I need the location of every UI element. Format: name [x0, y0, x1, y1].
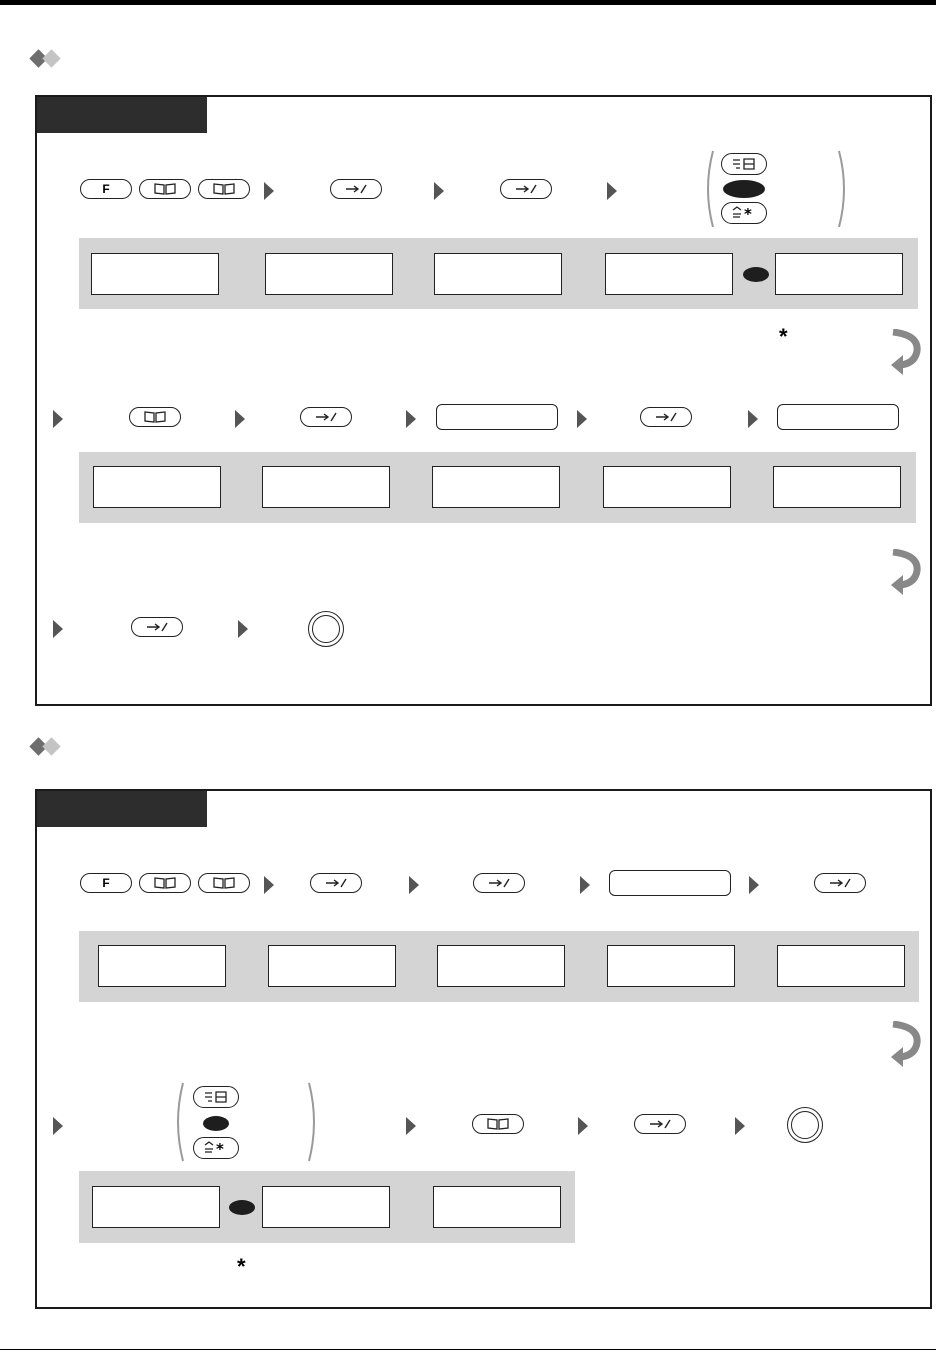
entry-field[interactable]	[436, 404, 558, 430]
step-arrow-icon	[748, 875, 760, 895]
enter-key[interactable]	[640, 407, 692, 427]
diamond-pair-icon	[28, 737, 66, 757]
top-rule	[0, 0, 936, 5]
display-screen	[262, 466, 390, 508]
bottom-rule	[0, 1349, 936, 1350]
display-screen	[262, 1186, 390, 1228]
enter-key[interactable]	[330, 179, 382, 199]
procedure-panel-1	[35, 95, 932, 706]
step-arrow-icon	[52, 1116, 64, 1136]
open-book-icon	[213, 877, 235, 889]
display-screen	[437, 945, 565, 987]
enter-slash-icon	[488, 878, 510, 888]
down-arrow-star-icon	[203, 1141, 229, 1155]
function-key[interactable]	[80, 179, 132, 199]
function-key-label: F	[102, 182, 110, 196]
open-book-icon	[213, 183, 235, 195]
function-key[interactable]	[80, 873, 132, 893]
step-arrow-icon	[405, 1116, 417, 1136]
enter-key[interactable]	[634, 1114, 686, 1134]
display-screen	[607, 945, 735, 987]
step-arrow-icon	[263, 875, 275, 895]
enter-key[interactable]	[473, 873, 525, 893]
step-arrow-icon	[576, 409, 588, 429]
display-band	[79, 1171, 575, 1243]
enter-slash-icon	[515, 184, 537, 194]
down-arrow-star-icon	[731, 206, 757, 220]
display-screen	[92, 1186, 220, 1228]
display-screen	[98, 945, 226, 987]
directory-key[interactable]	[198, 179, 250, 199]
diamond-pair-icon	[28, 49, 66, 69]
enter-slash-icon	[655, 412, 677, 422]
display-screen	[603, 466, 731, 508]
enter-slash-icon	[649, 1119, 671, 1129]
procedure-tab-1	[37, 97, 207, 133]
display-band	[79, 238, 918, 309]
procedure-panel-2	[35, 789, 932, 1309]
step-arrow-icon	[234, 409, 246, 429]
scroll-up-key[interactable]	[721, 153, 767, 175]
curved-return-arrow-icon	[889, 329, 921, 375]
step-arrow-icon	[433, 181, 445, 201]
directory-key[interactable]	[139, 179, 191, 199]
step-arrow-icon	[52, 619, 64, 639]
display-screen	[93, 466, 221, 508]
step-arrow-icon	[734, 1116, 746, 1136]
function-key-label: F	[102, 876, 110, 890]
step-arrow-icon	[579, 875, 591, 895]
step-arrow-icon	[577, 1116, 589, 1136]
display-screen	[773, 466, 901, 508]
scroll-down-key[interactable]	[193, 1137, 239, 1159]
enter-key[interactable]	[500, 179, 552, 199]
pause-dot	[203, 1116, 229, 1131]
step-arrow-icon	[408, 875, 420, 895]
display-screen	[777, 945, 905, 987]
left-bracket	[701, 149, 715, 229]
entry-field[interactable]	[609, 870, 731, 896]
right-bracket	[307, 1081, 321, 1163]
enter-key[interactable]	[131, 617, 183, 637]
entry-field[interactable]	[777, 404, 899, 430]
scroll-down-key[interactable]	[721, 202, 767, 224]
step-arrow-icon	[405, 409, 417, 429]
svg-text:*: *	[744, 206, 752, 220]
up-arrow-hold-icon	[203, 1090, 229, 1104]
step-arrow-icon	[606, 181, 618, 201]
display-band	[79, 931, 919, 1002]
pause-dot	[229, 1200, 255, 1215]
step-arrow-icon	[263, 181, 275, 201]
display-screen	[91, 253, 219, 295]
display-screen	[434, 253, 562, 295]
open-book-icon	[154, 183, 176, 195]
step-arrow-icon	[747, 409, 759, 429]
curved-return-arrow-icon	[889, 549, 921, 595]
right-bracket	[837, 149, 851, 229]
enter-key[interactable]	[814, 873, 866, 893]
star-note-symbol: *	[779, 324, 788, 349]
display-screen	[605, 253, 733, 295]
step-arrow-icon	[52, 409, 64, 429]
display-screen	[268, 945, 396, 987]
enter-key[interactable]	[300, 407, 352, 427]
up-arrow-hold-icon	[731, 157, 757, 171]
open-book-icon	[144, 411, 166, 423]
enter-slash-icon	[345, 184, 367, 194]
procedure-tab-2	[37, 791, 207, 827]
pause-dot	[743, 267, 769, 282]
directory-key[interactable]	[129, 407, 181, 427]
scroll-up-key[interactable]	[193, 1086, 239, 1108]
display-screen	[433, 1186, 561, 1228]
enter-slash-icon	[146, 622, 168, 632]
display-screen	[432, 466, 560, 508]
star-note-symbol: *	[237, 1254, 246, 1279]
pause-indicator	[723, 180, 765, 198]
step-arrow-icon	[237, 619, 249, 639]
display-band	[79, 452, 916, 523]
enter-slash-icon	[829, 878, 851, 888]
enter-key[interactable]	[310, 873, 362, 893]
display-screen	[265, 253, 393, 295]
end-call-button[interactable]	[787, 1107, 823, 1143]
directory-key[interactable]	[198, 873, 250, 893]
enter-slash-icon	[325, 878, 347, 888]
left-bracket	[171, 1081, 185, 1163]
directory-key[interactable]	[472, 1114, 524, 1134]
curved-return-arrow-icon	[889, 1021, 921, 1067]
end-call-button[interactable]	[308, 611, 344, 647]
svg-text:*: *	[216, 1141, 224, 1155]
open-book-icon	[154, 877, 176, 889]
directory-key[interactable]	[139, 873, 191, 893]
open-book-icon	[487, 1118, 509, 1130]
enter-slash-icon	[315, 412, 337, 422]
display-screen	[775, 253, 903, 295]
